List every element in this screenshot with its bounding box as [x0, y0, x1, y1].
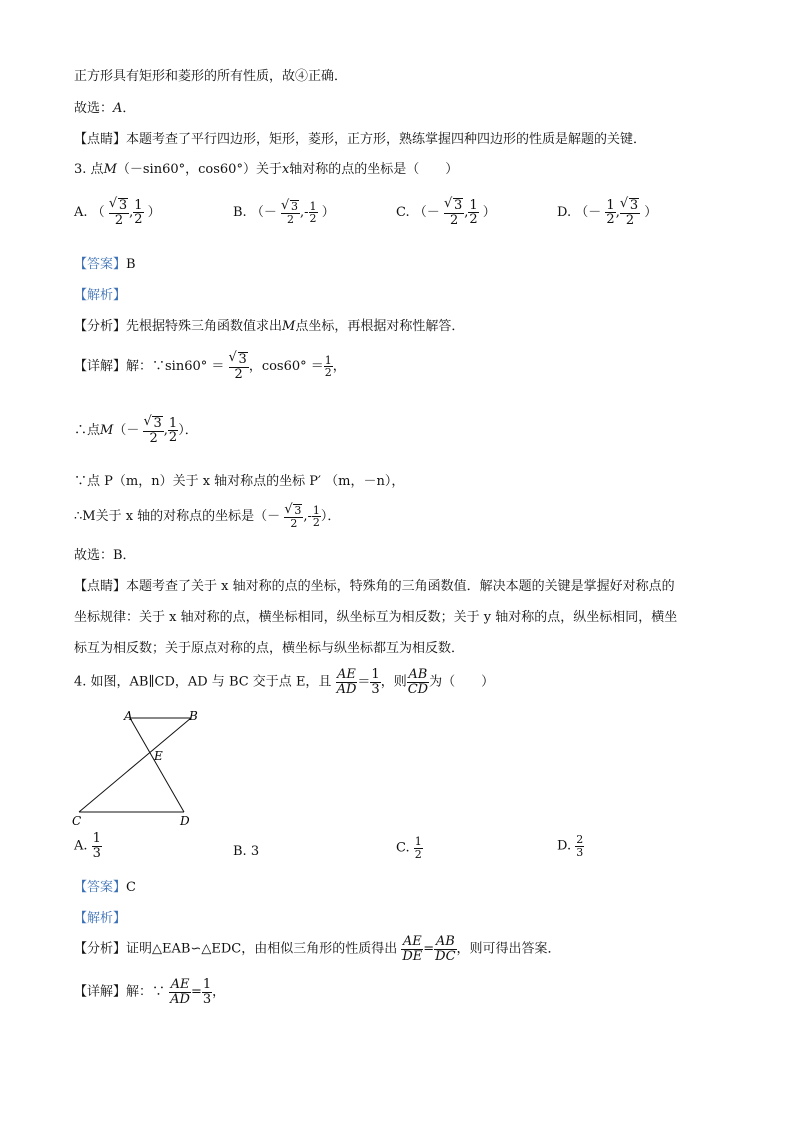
equals: =: [423, 941, 435, 957]
radicand: 3: [629, 198, 639, 213]
comma: ,: [615, 205, 620, 221]
fraction: [109, 198, 129, 227]
q3-stem: [74, 163, 458, 176]
denominator: 2: [134, 212, 143, 228]
radicand: 3: [118, 198, 128, 213]
xiangjie-label: 【详解】: [74, 359, 127, 375]
denominator: 2: [312, 516, 320, 530]
fraction: [434, 935, 456, 963]
q3-point-line: [74, 416, 198, 445]
q3-xiangjie-line: [74, 352, 346, 381]
fraction: [620, 198, 640, 227]
text: ∴M关于 x 轴的对称点的坐标是（－: [74, 509, 281, 525]
denominator: 2: [625, 212, 635, 228]
q3-option-b: [233, 200, 335, 225]
stem-text: 为（ ）: [429, 674, 495, 690]
comma: ,: [163, 423, 168, 439]
geometry-figure: [68, 706, 208, 830]
dianjing-label: 【点睛】: [74, 132, 127, 147]
text-line: 正方形具有矩形和菱形的所有性质，故④正确．: [74, 69, 348, 84]
fraction: [468, 199, 478, 227]
option-label: A.: [74, 205, 88, 221]
fraction: [605, 199, 615, 227]
dianjing-label: 【点睛】: [74, 579, 127, 594]
fraction: [407, 668, 429, 696]
option-label: D.: [557, 205, 572, 221]
label-b: B: [189, 709, 198, 723]
answer-label: 【答案】: [74, 880, 127, 895]
q3-option-a: [74, 198, 161, 227]
fraction: [401, 935, 423, 963]
q3-sym-line: ∵点 P（m，n）关于 x 轴对称点的坐标 P′ （m，－n），: [74, 474, 405, 489]
answer-label: 【答案】: [74, 257, 127, 272]
denominator: DC: [435, 948, 456, 964]
paren: （: [413, 205, 427, 221]
fraction: [370, 668, 380, 696]
q4-option-c: [396, 836, 423, 860]
q3-jiexi-label: 【解析】: [74, 288, 127, 303]
stem-text: 点: [90, 162, 104, 177]
xiangjie-text: 解：∵sin60° ＝: [126, 359, 225, 375]
stem-text: 轴对称的点的坐标是（ ）: [289, 162, 459, 177]
equals: =: [190, 984, 202, 1000]
fraction: [143, 416, 163, 445]
fenxi-label: 【分析】: [74, 319, 127, 334]
fenxi-text: ，则可得出答案．: [456, 941, 561, 957]
q4-option-a: [74, 832, 102, 860]
numerator: 1: [134, 197, 143, 213]
denominator: 2: [324, 366, 332, 380]
segment-ad: [130, 718, 184, 812]
denominator: 3: [371, 681, 380, 697]
stem-text: （－sin60°，cos60°）关于: [116, 162, 282, 177]
minus: -: [307, 509, 312, 525]
q3-dianjing-1: [74, 580, 675, 593]
numerator: 1: [312, 503, 320, 517]
stem-text: ，则: [380, 674, 407, 690]
q3-choose-line: 故选：B．: [74, 548, 136, 563]
point-m: M: [103, 162, 117, 177]
option-label: C.: [396, 840, 410, 856]
radicand: 3: [294, 504, 302, 517]
numerator: 1: [324, 353, 332, 367]
denominator: 2: [606, 212, 615, 228]
denominator: 2: [290, 516, 298, 530]
comma: ,: [129, 205, 134, 221]
numerator: 2: [576, 833, 584, 846]
denominator: AD: [336, 681, 357, 697]
denominator: 2: [414, 847, 422, 861]
fraction: [575, 834, 584, 858]
q3-number: 3.: [74, 162, 87, 177]
denominator: 2: [469, 212, 478, 228]
numerator: AE: [170, 977, 190, 992]
xiangjie-label: 【详解】: [74, 984, 127, 1000]
text: （－: [113, 423, 140, 439]
fraction: [202, 978, 212, 1006]
numerator: AB: [435, 934, 455, 949]
denominator: 2: [287, 212, 294, 226]
dianjing-line: [74, 133, 646, 146]
fraction: [169, 978, 191, 1006]
denominator: DE: [402, 948, 423, 964]
label-c: C: [72, 814, 82, 828]
paren: （: [91, 205, 105, 221]
q4-option-d: [557, 834, 584, 858]
choice-suffix: ．: [122, 101, 136, 116]
xiangjie-text: ，cos60° ＝: [248, 359, 324, 375]
numerator: AB: [408, 667, 428, 682]
option-value: 3: [250, 844, 260, 859]
denominator: 2: [449, 212, 459, 228]
paren: （: [575, 205, 589, 221]
numerator: 1: [469, 197, 478, 213]
numerator: 1: [371, 667, 380, 682]
q3-option-d: [557, 198, 657, 227]
numerator: AE: [402, 934, 422, 949]
stem-text: 如图，AB∥CD，AD 与 BC 交于点 E，且: [90, 674, 332, 690]
point-m: M: [282, 319, 296, 334]
radicand: 3: [453, 198, 463, 213]
option-label: B.: [233, 844, 247, 859]
label-d: D: [180, 814, 190, 828]
denominator: 2: [234, 366, 243, 382]
numerator: 1: [202, 977, 212, 992]
q4-jiexi-label: 【解析】: [74, 911, 127, 926]
paren: ）: [482, 205, 496, 221]
fraction: [229, 352, 249, 381]
fraction: [324, 355, 333, 379]
equals: ＝: [357, 674, 371, 690]
q4-answer-line: [74, 881, 136, 894]
denominator: 3: [92, 845, 101, 861]
paren: ）: [644, 205, 658, 221]
denominator: CD: [407, 681, 429, 697]
q4-stem: [74, 668, 494, 696]
paren: ）: [321, 205, 335, 221]
radicand: 3: [238, 352, 247, 367]
choice-prefix: 故选：: [74, 101, 114, 116]
q3-dianjing-3: 标互为相反数；关于原点对称的点，横坐标与纵坐标都互为相反数．: [74, 641, 465, 656]
numerator: 1: [168, 415, 178, 431]
fraction: [92, 832, 102, 860]
radicand: 3: [153, 416, 162, 431]
denominator: 3: [576, 845, 584, 859]
numerator: 1: [92, 831, 101, 846]
answer-value: B: [126, 257, 136, 272]
segment-bc: [79, 718, 191, 812]
minus: －: [426, 205, 440, 221]
q3-fenxi-line: [74, 320, 464, 333]
option-label: D.: [557, 838, 572, 854]
choice-letter: A: [113, 101, 123, 116]
comma: ,: [303, 509, 308, 525]
fenxi-text: 证明△EAB∽△EDC，由相似三角形的性质得出: [126, 941, 398, 957]
paren: （: [250, 205, 264, 221]
text: ）．: [320, 509, 341, 525]
var-x: x: [281, 162, 290, 177]
numerator: AE: [337, 667, 356, 682]
option-label: A.: [74, 838, 88, 854]
choice-line: [74, 102, 135, 115]
q3-option-c: [396, 198, 496, 227]
q4-number: 4.: [74, 674, 87, 690]
denominator: 2: [168, 430, 178, 446]
q3-answer-line: [74, 258, 136, 271]
option-label: C.: [396, 205, 410, 221]
fraction: [168, 417, 178, 445]
fraction: [414, 836, 423, 860]
minus: －: [263, 205, 277, 221]
denominator: 2: [114, 212, 124, 228]
text: ）．: [178, 423, 198, 439]
fraction: [133, 199, 143, 227]
numerator: 1: [414, 835, 422, 848]
fenxi-text: 点坐标，再根据对称性解答．: [295, 319, 465, 334]
xiangjie-text: 解：∵: [126, 984, 166, 1000]
answer-value: C: [126, 880, 136, 895]
radicand: 3: [291, 200, 298, 213]
denominator: AD: [170, 991, 190, 1007]
comma: ,: [464, 205, 469, 221]
fraction: [444, 198, 464, 227]
minus: -: [304, 205, 309, 221]
fraction: [281, 200, 300, 225]
minus: －: [588, 205, 602, 221]
fenxi-label: 【分析】: [74, 941, 127, 957]
fraction: [309, 201, 318, 225]
fraction: [284, 504, 303, 529]
q3-result-line: [74, 504, 340, 529]
numerator: 1: [309, 199, 317, 213]
label-a: A: [124, 709, 133, 723]
label-e: E: [154, 749, 163, 763]
q4-xiangjie-line: [74, 978, 225, 1006]
dianjing-text: 本题考查了关于 x 轴对称的点的坐标，特殊角的三角函数值．解决本题的关键是掌握好对称点的: [126, 579, 675, 594]
xiangjie-text: ，: [212, 984, 226, 1000]
option-label: B.: [233, 205, 247, 221]
denominator: 3: [202, 991, 212, 1007]
fenxi-text: 先根据特殊三角函数值求出: [126, 319, 283, 334]
numerator: 1: [606, 197, 615, 213]
denominator: 2: [149, 430, 158, 446]
paren: ）: [147, 205, 161, 221]
denominator: 2: [309, 212, 317, 226]
q4-fenxi-line: [74, 935, 561, 963]
text: ∴点: [74, 423, 101, 439]
q3-dianjing-2: 坐标规律：关于 x 轴对称的点，横坐标相同，纵坐标互为相反数；关于 y 轴对称的点，纵坐标相同，横坐: [74, 610, 678, 625]
fraction: [336, 668, 358, 696]
comma: ,: [300, 205, 305, 221]
fraction: [312, 505, 321, 529]
xiangjie-text: ，: [332, 359, 346, 375]
dianjing-text: 本题考查了平行四边形，矩形，菱形，正方形，熟练掌握四种四边形的性质是解题的关键．: [126, 132, 647, 147]
point-m: M: [100, 423, 114, 439]
q4-option-b: [233, 845, 259, 858]
